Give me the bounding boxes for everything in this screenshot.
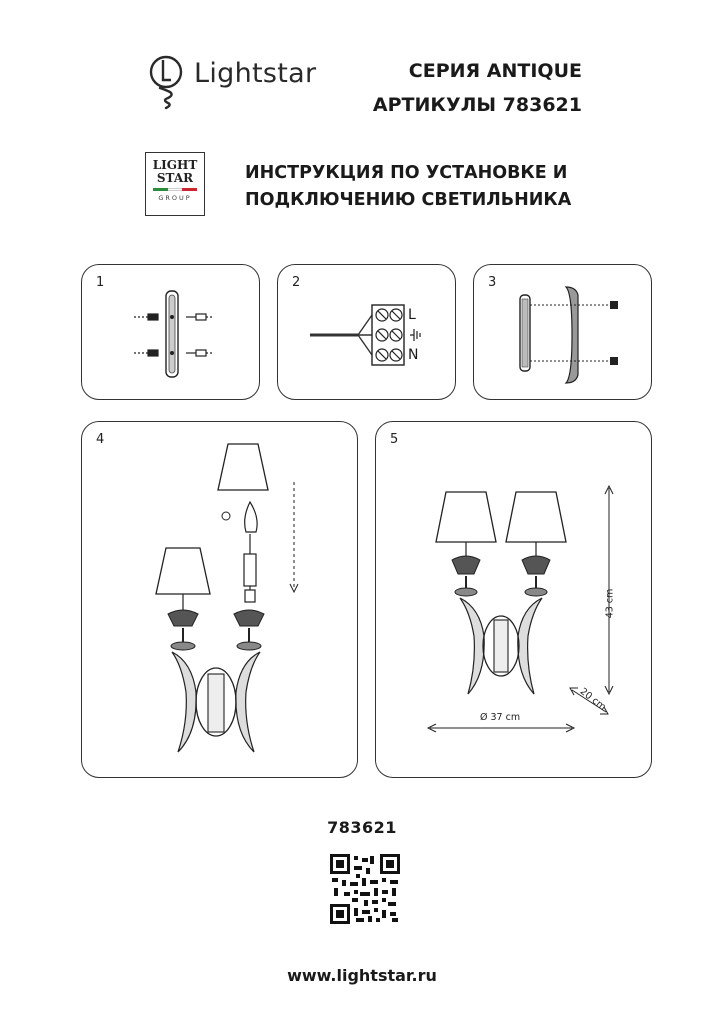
panel-1-mounting-bar <box>81 264 260 400</box>
instruction-title-line2: ПОДКЛЮЧЕНИЮ СВЕТИЛЬНИКА <box>245 190 572 210</box>
panel-number: 2 <box>292 275 301 290</box>
depth-dimension-label: 20 cm <box>577 686 608 713</box>
instruction-title-line1: ИНСТРУКЦИЯ ПО УСТАНОВКЕ И <box>245 163 568 183</box>
italian-flag-icon <box>153 188 197 191</box>
sconce-assembly-drawing <box>82 422 359 779</box>
terminal-block-drawing <box>278 265 457 401</box>
panel-number: 5 <box>390 432 399 447</box>
series-title: СЕРИЯ ANTIQUE <box>408 60 582 82</box>
panel-number: 4 <box>96 432 105 447</box>
mounting-bar-drawing <box>82 265 261 401</box>
live-wire-label: L <box>408 307 416 323</box>
light-star-group-logo <box>145 152 205 216</box>
group-logo-line1: LIGHT <box>152 158 198 172</box>
panel-number: 1 <box>96 275 105 290</box>
neutral-wire-label: N <box>408 347 419 363</box>
brand-name: Lightstar <box>194 58 317 89</box>
width-dimension-label: Ø 37 cm <box>480 712 521 723</box>
instruction-title <box>245 160 571 214</box>
website-link[interactable]: www.lightstar.ru <box>287 966 437 985</box>
lightstar-bulb-logo-icon <box>146 52 190 112</box>
panel-2-wiring <box>277 264 456 400</box>
group-logo-line3: GROUP <box>158 194 192 202</box>
panel-5-dimensions <box>375 421 652 778</box>
qr-code-icon <box>330 854 400 924</box>
panel-4-shade-assembly <box>81 421 358 778</box>
panel-3-wall-fixing <box>473 264 652 400</box>
wall-fixing-drawing <box>474 265 653 401</box>
height-dimension-label: 43 cm <box>604 588 616 619</box>
model-number: 783621 <box>327 818 397 837</box>
panel-number: 3 <box>488 275 497 290</box>
group-logo-line2: STAR <box>156 171 194 185</box>
article-number: АРТИКУЛЫ 783621 <box>372 94 582 116</box>
